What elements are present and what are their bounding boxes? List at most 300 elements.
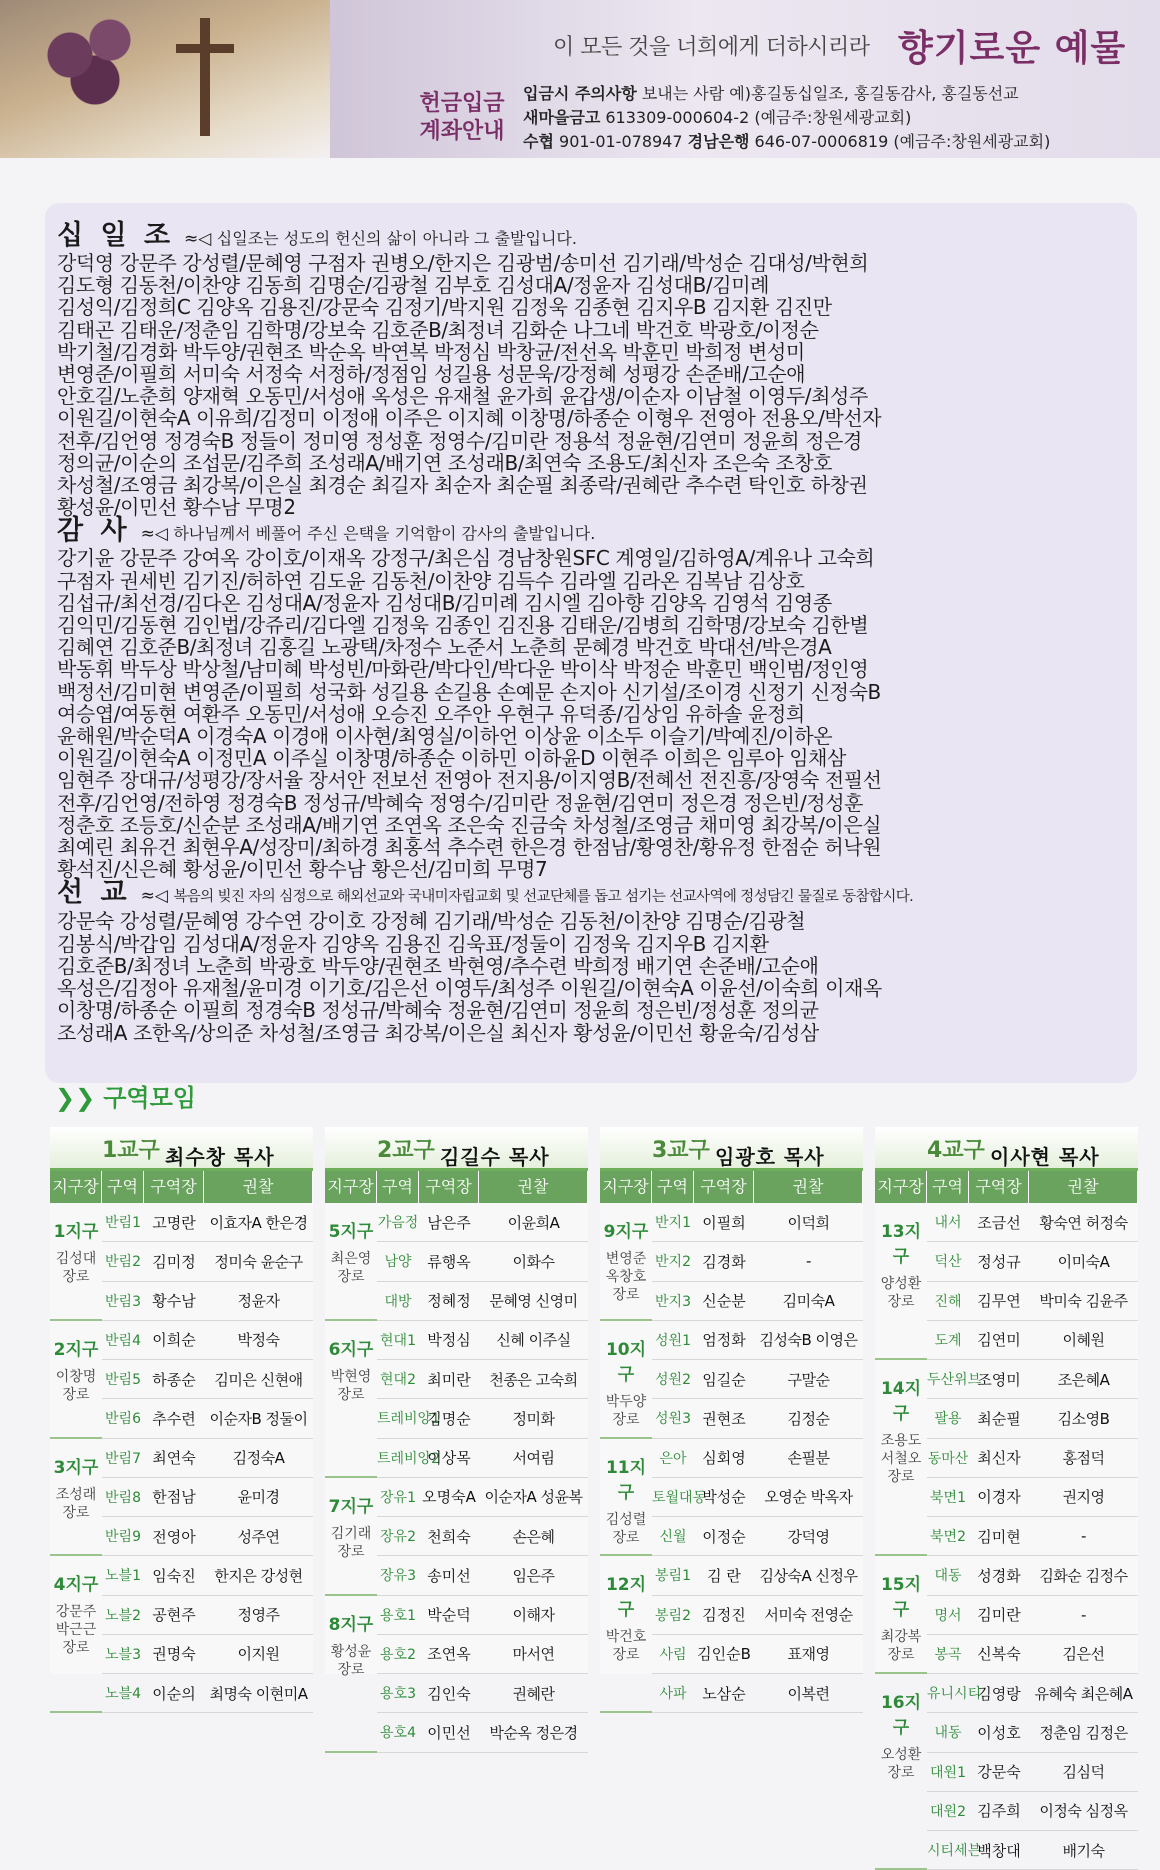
row-leader: 이상목 [427, 1449, 471, 1468]
zone-group [600, 1556, 652, 1713]
group-leader: 이창명 장로 [55, 1368, 97, 1403]
row-area: 반림3 [105, 1293, 141, 1310]
group-leader: 최은영 장로 [330, 1251, 372, 1285]
column-header: 권찰 [479, 1171, 588, 1203]
zone-group [600, 1439, 652, 1557]
table-row [102, 1596, 313, 1635]
row-area: 현대1 [380, 1332, 416, 1349]
table-row [102, 1203, 313, 1242]
name-line: 김태곤 김태운/정춘임 김학명/강보숙 김호준B/최정녀 김화순 나그네 박건호 박광호/이정순 [57, 317, 819, 342]
row-area: 내서 [934, 1215, 962, 1232]
row-deacon: 조은혜A [1057, 1370, 1110, 1389]
group-column [50, 1203, 102, 1674]
tithe-title: 십 일 조 [57, 220, 175, 251]
bank-line-3-text: 901-01-078947 [553, 132, 688, 151]
row-leader: 엄정화 [702, 1331, 746, 1350]
zone-group [875, 1360, 927, 1556]
column-header: 구역장 [144, 1171, 204, 1203]
row-deacon: 이해자 [512, 1606, 555, 1625]
row-leader: 최신자 [977, 1449, 1021, 1468]
row-leader: 이경자 [977, 1488, 1021, 1507]
table-row [377, 1674, 588, 1713]
row-leader: 임길순 [702, 1370, 746, 1389]
bank-line-2-text: 613309-000604-2 (예금주:창원세광교회) [600, 108, 912, 127]
row-deacon: 마서연 [512, 1645, 555, 1664]
row-area: 반림4 [105, 1332, 141, 1349]
name-line: 최예린 최유건 최현우A/성장미/최하경 최홍석 추수련 한은경 한점남/황영찬/황유정 한점순 허낙원 [57, 835, 882, 860]
zone-group [325, 1478, 377, 1596]
header-tagline: 이 모든 것을 너희에게 더하시리라 [553, 35, 870, 60]
group-leader: 김기래 장로 [330, 1525, 372, 1560]
row-area: 반림1 [105, 1215, 141, 1232]
zone-group [50, 1203, 102, 1321]
table-row [102, 1242, 313, 1281]
table-row [927, 1596, 1138, 1635]
column-header: 지구장 [875, 1171, 927, 1203]
name-line: 강덕영 강문주 강성렬/문혜영 구점자 권병오/한지은 김광범/송미선 김기래/박성순 김대성/박현희 [57, 251, 869, 275]
row-area: 덕산 [934, 1254, 962, 1271]
panel-header [600, 1127, 863, 1171]
column-header: 구역 [652, 1171, 694, 1203]
table-row [377, 1635, 588, 1674]
row-leader: 백창대 [977, 1841, 1021, 1860]
row-leader: 이민선 [427, 1723, 471, 1742]
row-leader: 박성순 [702, 1488, 746, 1507]
row-area: 트레비앙1 [377, 1411, 441, 1428]
group-leader: 오성환 장로 [880, 1747, 922, 1781]
row-area: 신월 [659, 1529, 687, 1546]
row-area: 봉림2 [655, 1607, 691, 1624]
row-area: 팔용 [934, 1411, 962, 1428]
row-area: 반림8 [105, 1489, 141, 1506]
column-header: 구역장 [419, 1171, 479, 1203]
row-leader: 추수련 [152, 1409, 196, 1428]
column-header: 구역 [102, 1171, 144, 1203]
group-name: 1지구 [53, 1222, 99, 1242]
table-row [927, 1203, 1138, 1242]
row-area: 북면2 [930, 1529, 966, 1546]
row-area: 사림 [659, 1646, 687, 1663]
table-row [652, 1478, 863, 1517]
row-deacon: 황숙연 허정숙 [1039, 1213, 1128, 1232]
row-area: 은아 [659, 1450, 687, 1467]
row-area: 용호2 [380, 1646, 416, 1663]
bank-line-1-bold: 입금시 주의사항 [523, 84, 637, 103]
group-leader: 양성환 장로 [880, 1276, 922, 1310]
group-name: 5지구 [328, 1222, 374, 1242]
thanks-title: 감 사 [57, 515, 131, 547]
table-row [652, 1203, 863, 1242]
group-leader: 조용도 서철오 장로 [880, 1433, 922, 1485]
group-name: 12지구 [605, 1575, 647, 1621]
table-row [652, 1439, 863, 1478]
row-area: 노블3 [105, 1646, 141, 1663]
row-deacon: 이지원 [237, 1645, 280, 1664]
table-row [102, 1635, 313, 1674]
row-deacon: 이순자A 성윤복 [484, 1488, 583, 1507]
name-line: 김호준B/최정녀 노춘희 박광호 박두양/권현조 박현영/추수련 박희정 배기연 손준배/고순애 [57, 953, 819, 978]
chevron-right-icon: ❯❯ [55, 1084, 96, 1112]
name-line: 강기윤 강문주 강여옥 강이호/이재옥 강정구/최은심 경남창원SFC 계영일/김하영A/계유나 고숙희 [57, 546, 875, 571]
zone-panel [875, 1127, 1138, 1860]
group-name: 14지구 [880, 1379, 922, 1424]
zone-group [325, 1203, 377, 1321]
row-leader: 성경화 [977, 1566, 1021, 1585]
name-line: 백정선/김미현 변영준/이필희 성국화 성길용 손길용 손예문 손지아 신기설/조이경 신정기 신정숙B [57, 679, 881, 704]
table-row [927, 1478, 1138, 1517]
panel-body [325, 1203, 588, 1742]
table-row [102, 1360, 313, 1399]
row-leader: 김미정 [152, 1252, 196, 1271]
column-header: 권찰 [1029, 1171, 1138, 1203]
name-line: 변영준/이필희 서미숙 서정숙 서정하/정점임 성길용 성문욱/강정혜 성평강 손준배/고순애 [57, 362, 806, 387]
name-line: 이원길/이현숙A 이유희/김정미 이정애 이주은 이지혜 이창명/하종순 이형우 전영아 전용오/박선자 [57, 406, 882, 431]
zone-group [325, 1596, 377, 1753]
table-row [927, 1282, 1138, 1321]
name-line: 김봉식/박갑임 김성대A/정윤자 김양옥 김용진 김욱표/정둘이 김정욱 김지우B 김지환 [57, 931, 769, 956]
row-area: 용호1 [380, 1607, 416, 1624]
table-row [927, 1792, 1138, 1831]
row-deacon: 오영순 박옥자 [764, 1488, 853, 1507]
panel-pastor: 임광호 목사 [715, 1145, 825, 1169]
group-leader: 강문주 박근근 장로 [55, 1604, 97, 1657]
row-deacon: 최명숙 이현미A [209, 1684, 308, 1703]
row-deacon: 이혜원 [1062, 1331, 1105, 1350]
bank-line-1 [523, 82, 1050, 106]
row-deacon: 박미숙 김윤주 [1039, 1292, 1128, 1311]
name-line: 김익민/김동현 김인법/강쥬리/김다엘 김정욱 김종인 김진용 김태운/김병희 김학명/강보숙 김한별 [57, 613, 869, 638]
group-name: 9지구 [603, 1222, 649, 1242]
name-line: 옥성은/김정아 유재철/윤미경 이기호/김은선 이영두/최성주 이원길/이현숙A 이윤선/이숙희 이재옥 [57, 976, 882, 1001]
row-area: 현대2 [380, 1372, 416, 1389]
row-area: 대원2 [930, 1803, 966, 1820]
table-row [652, 1242, 863, 1281]
column-header: 권찰 [754, 1171, 863, 1203]
row-deacon: 정영주 [237, 1606, 280, 1625]
row-area: 명서 [934, 1607, 962, 1624]
row-deacon: 정미숙 윤순구 [214, 1252, 303, 1271]
bank-info [523, 82, 1050, 154]
table-row [102, 1439, 313, 1478]
row-area: 반림7 [105, 1450, 141, 1467]
group-name: 11지구 [605, 1457, 647, 1503]
header-banner [0, 0, 1160, 158]
panel-header [50, 1127, 313, 1171]
zone-group [600, 1321, 652, 1439]
row-leader: 김 란 [707, 1566, 741, 1585]
group-name: 3지구 [53, 1457, 99, 1478]
row-area: 노블2 [105, 1607, 141, 1624]
table-row [927, 1360, 1138, 1399]
row-leader: 김인숙 [427, 1684, 471, 1703]
table-row [927, 1674, 1138, 1713]
row-deacon: 김정순 [787, 1409, 830, 1428]
row-area: 봉곡 [934, 1646, 962, 1663]
row-area: 장유2 [380, 1529, 416, 1546]
group-name: 16지구 [880, 1693, 922, 1738]
table-row [377, 1556, 588, 1595]
group-column [875, 1203, 927, 1781]
row-deacon: 김화순 김정수 [1039, 1566, 1128, 1585]
bank-line-3-text2: 646-07-0006819 (예금주:창원세광교회) [749, 132, 1051, 151]
name-line: 박기철/김경화 박두양/권현조 박순옥 박연복 박정심 박창균/전선옥 박훈민 박희정 변성미 [57, 339, 805, 364]
thanks-subtitle: 하나님께서 베풀어 주신 은택을 기억함이 감사의 출발입니다. [173, 524, 596, 544]
row-area: 용호3 [380, 1686, 416, 1703]
row-leader: 이순의 [152, 1684, 196, 1703]
row-deacon: 박순옥 정은경 [489, 1723, 578, 1742]
name-line: 정춘호 조등호/신순분 조성래A/배기연 조연옥 조은숙 진금숙 차성철/조영금 채미영 최강복/이은실 [57, 812, 882, 837]
panel-pastor: 최수창 목사 [165, 1145, 275, 1169]
thanks-names [57, 547, 1125, 880]
name-line: 여승엽/여동현 여환주 오동민/서성애 오승진 오주안 우현구 유덕종/김상임 유하솔 윤정희 [57, 701, 805, 726]
row-leader: 한점남 [152, 1488, 196, 1507]
table-row [927, 1517, 1138, 1556]
row-area: 가음정 [377, 1215, 419, 1232]
row-area: 봉림1 [655, 1568, 691, 1585]
row-leader: 고명란 [152, 1213, 196, 1232]
group-name: 2지구 [53, 1339, 99, 1360]
zone-group [875, 1674, 927, 1870]
column-header: 구역 [377, 1171, 419, 1203]
table-row [377, 1360, 588, 1399]
row-leader: 천희숙 [427, 1527, 471, 1546]
row-deacon: 홍점덕 [1062, 1449, 1105, 1468]
column-headers [325, 1171, 588, 1203]
group-name: 10지구 [605, 1339, 647, 1385]
table-row [377, 1399, 588, 1438]
row-leader: 이희순 [152, 1331, 196, 1350]
table-row [652, 1360, 863, 1399]
row-area: 북면1 [930, 1489, 966, 1506]
header-photo [0, 0, 330, 158]
group-leader: 최강복 장로 [880, 1629, 922, 1664]
row-leader: 전영아 [152, 1527, 196, 1546]
row-area: 남양 [384, 1254, 412, 1271]
row-area: 진해 [934, 1293, 962, 1310]
column-header: 구역장 [694, 1171, 754, 1203]
panel-header [325, 1127, 588, 1171]
row-area: 성원1 [655, 1332, 691, 1349]
table-row [927, 1242, 1138, 1281]
row-leader: 심회영 [702, 1449, 746, 1468]
row-leader: 송미선 [427, 1566, 471, 1585]
group-column [600, 1203, 652, 1674]
mission-names [57, 910, 1125, 1043]
column-headers [50, 1171, 313, 1203]
name-line: 전후/김언영 정경숙B 정들이 정미영 정성훈 정영수/김미란 정용석 정윤현/김연미 정윤희 정은경 [57, 428, 862, 453]
row-deacon: 윤미경 [237, 1488, 280, 1507]
zone-group [875, 1556, 927, 1674]
row-deacon: 구말순 [787, 1370, 830, 1389]
thanks-heading [57, 515, 1125, 547]
offering-list-box [45, 203, 1137, 1083]
column-header: 구역장 [969, 1171, 1029, 1203]
name-line: 이원길/이현숙A 이정민A 이주실 이창명/하종순 이하민 이하윤D 이현주 이희은 임루아 임채삼 [57, 746, 846, 771]
column-header: 구역 [927, 1171, 969, 1203]
bank-line-3 [523, 130, 1050, 154]
group-leader: 김성렬 장로 [605, 1511, 647, 1546]
table-row [927, 1831, 1138, 1870]
row-area: 반림6 [105, 1411, 141, 1428]
row-leader: 정성규 [977, 1252, 1021, 1271]
group-leader: 황성윤 장로 [330, 1643, 372, 1678]
row-leader: 김인순B [697, 1645, 751, 1664]
row-leader: 강문숙 [977, 1763, 1021, 1782]
row-deacon: 김정숙A [232, 1449, 285, 1468]
row-leader: 이정순 [702, 1527, 746, 1546]
row-deacon: 신혜 이주실 [496, 1331, 571, 1350]
row-deacon: 표재영 [787, 1645, 830, 1664]
table-row [652, 1517, 863, 1556]
table-row [927, 1635, 1138, 1674]
bank-line-2 [523, 106, 1050, 130]
row-area: 동마산 [927, 1450, 969, 1467]
row-leader: 김경화 [702, 1252, 746, 1271]
row-area: 장유3 [380, 1568, 416, 1585]
row-area: 성원3 [655, 1411, 691, 1428]
panel-header [875, 1127, 1138, 1171]
row-deacon: 배기숙 [1062, 1841, 1105, 1860]
row-leader: 박정심 [427, 1331, 471, 1350]
group-column [325, 1203, 377, 1678]
group-leader: 박두양 장로 [605, 1393, 647, 1428]
table-row [377, 1242, 588, 1281]
row-deacon: 김미숙A [782, 1292, 835, 1311]
rows-column [927, 1203, 1138, 1870]
zone-panel [325, 1127, 588, 1742]
row-area: 노블1 [105, 1568, 141, 1585]
rows-column [102, 1203, 313, 1713]
row-deacon: 김미은 신현애 [214, 1370, 303, 1389]
row-deacon: 한지은 강성현 [214, 1566, 303, 1585]
row-deacon: 권지영 [1062, 1488, 1105, 1507]
row-leader: 류행옥 [427, 1252, 471, 1271]
row-leader: 권명숙 [152, 1645, 196, 1664]
row-deacon: 이효자A 한은경 [209, 1213, 308, 1232]
row-leader: 김주희 [977, 1802, 1021, 1821]
column-headers [875, 1171, 1138, 1203]
row-leader: 김정진 [702, 1606, 746, 1625]
row-deacon: 이화수 [512, 1252, 555, 1271]
row-leader: 김연미 [977, 1331, 1021, 1350]
name-line: 황성윤/이민선 황수남 무명2 [57, 495, 296, 520]
name-line: 김혜연 김호준B/최정녀 김홍길 노광택/차정수 노준서 노춘희 문혜경 박건호 박대선/박은경A [57, 635, 832, 660]
row-deacon: - [1081, 1527, 1086, 1546]
zone-group [325, 1321, 377, 1478]
table-row [652, 1635, 863, 1674]
row-deacon: 김성숙B 이영은 [759, 1331, 858, 1350]
bank-label-line1: 헌금입금 [419, 91, 505, 116]
row-deacon: 박정숙 [237, 1331, 280, 1350]
table-row [652, 1674, 863, 1713]
name-line: 강문숙 강성렬/문혜영 강수연 강이호 강정혜 김기래/박성순 김동천/이찬양 김명순/김광철 [57, 909, 806, 934]
fish-icon: ≈◁ [140, 886, 174, 907]
row-deacon: 이윤희A [507, 1213, 560, 1232]
tithe-names [57, 252, 1125, 518]
row-leader: 김미란 [977, 1606, 1021, 1625]
row-leader: 이성호 [977, 1723, 1021, 1742]
zone-panel [600, 1127, 863, 1703]
zones-heading [55, 1078, 196, 1113]
name-line: 조성래A 조한옥/상의준 차성철/조영금 최강복/이은실 최신자 황성윤/이민선 황윤숙/김성삼 [57, 1020, 819, 1045]
row-deacon: 정윤자 [237, 1292, 280, 1311]
bank-line-3-bold: 수협 [523, 132, 554, 151]
group-leader: 변영준 옥창호 장로 [605, 1251, 647, 1303]
name-line: 김도형 김동천/이찬양 김동희 김명순/김광철 김부호 김성대A/정윤자 김성대B/김미례 [57, 273, 770, 298]
row-deacon: 김심덕 [1062, 1763, 1105, 1782]
row-deacon: 유혜숙 최은혜A [1034, 1684, 1133, 1703]
row-area: 유니시티 [927, 1686, 982, 1703]
rows-column [652, 1203, 863, 1713]
row-leader: 공현주 [152, 1606, 196, 1625]
row-area: 노블4 [105, 1686, 141, 1703]
table-row [927, 1321, 1138, 1360]
row-area: 반지1 [655, 1215, 691, 1232]
row-area: 반림9 [105, 1529, 141, 1546]
table-row [377, 1596, 588, 1635]
zone-group [50, 1439, 102, 1557]
row-deacon: 정미화 [512, 1409, 555, 1428]
table-row [652, 1596, 863, 1635]
row-deacon: 김은선 [1062, 1645, 1105, 1664]
row-deacon: 문혜영 신영미 [489, 1292, 578, 1311]
group-name: 4지구 [53, 1575, 99, 1596]
table-row [102, 1556, 313, 1595]
row-leader: 김영랑 [977, 1684, 1021, 1703]
row-leader: 조영미 [977, 1370, 1021, 1389]
row-area: 도계 [934, 1332, 962, 1349]
row-deacon: 손필분 [787, 1449, 830, 1468]
zone-group [50, 1556, 102, 1713]
panel-region: 4교구 [927, 1138, 985, 1163]
name-line: 황석진/신은혜 황성윤/이민선 황수남 황은선/김미희 무명7 [57, 857, 548, 882]
group-name: 7지구 [328, 1496, 374, 1517]
table-row [102, 1282, 313, 1321]
cross-icon [200, 18, 210, 136]
row-leader: 오명숙A [422, 1488, 476, 1507]
bank-label [412, 90, 512, 146]
row-deacon: - [1081, 1605, 1086, 1624]
row-area: 반지2 [655, 1254, 691, 1271]
row-area: 시티세븐 [927, 1843, 982, 1860]
row-area: 트레비앙2 [377, 1450, 441, 1467]
name-line: 차성철/조영금 최강복/이은실 최경순 최길자 최순자 최순필 최종락/권혜란 추수련 탁인호 하창권 [57, 473, 868, 498]
group-name: 15지구 [880, 1575, 922, 1621]
row-deacon: 성주연 [237, 1527, 280, 1546]
row-leader: 최연숙 [152, 1449, 196, 1468]
row-deacon: 이미숙A [1057, 1252, 1110, 1271]
table-row [377, 1203, 588, 1242]
mission-subtitle: 복음의 빚진 자의 심정으로 해외선교와 국내미자립교회 및 선교단체를 돕고 섬기는 선교사역에 정성담긴 물질로 동참합시다. [173, 889, 914, 906]
name-line: 이창명/하종순 이필희 정경숙B 정성규/박혜숙 정윤현/김연미 정윤희 정은빈/정성훈 정의균 [57, 998, 819, 1023]
row-area: 장유1 [380, 1489, 416, 1506]
table-row [102, 1399, 313, 1438]
name-line: 구점자 권세빈 김기진/허하연 김도윤 김동천/이찬양 김득수 김라엘 김라온 김복남 김상호 [57, 568, 805, 593]
row-leader: 이필희 [702, 1213, 746, 1232]
tithe-subtitle: 십일조는 성도의 헌신의 삶이 아니라 그 출발입니다. [216, 229, 577, 248]
row-area: 내동 [934, 1725, 962, 1742]
row-leader: 최미란 [427, 1370, 471, 1389]
row-leader: 정혜정 [427, 1292, 471, 1311]
name-line: 임현주 장대규/성평강/장서율 장서안 전보선 전영아 전지용/이지영B/전혜선 전진흥/장영숙 전필선 [57, 768, 882, 793]
table-row [377, 1517, 588, 1556]
row-deacon: 서여림 [512, 1449, 555, 1468]
row-leader: 권현조 [702, 1409, 746, 1428]
group-name: 13지구 [880, 1222, 922, 1267]
table-row [102, 1517, 313, 1556]
row-deacon: 권혜란 [512, 1684, 555, 1703]
row-leader: 김미현 [977, 1527, 1021, 1546]
